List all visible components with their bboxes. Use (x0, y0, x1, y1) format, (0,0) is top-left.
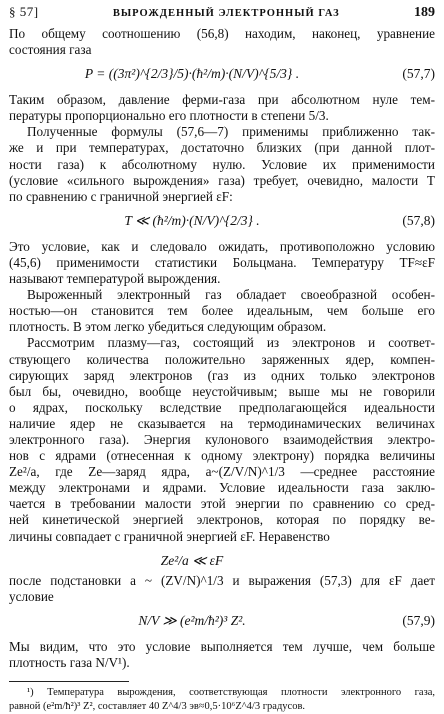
section-label: § 57] (9, 4, 39, 19)
equation (9, 205, 435, 239)
equation-formula: T ≪ (ħ²/m)·(N/V)^{2/3} . (124, 212, 260, 228)
running-title: ВЫРОЖДЕННЫЙ ЭЛЕКТРОННЫЙ ГАЗ (112, 8, 340, 19)
text-line: Таким образом, давление ферми-газа при абсолютном нуле тем- (9, 92, 435, 108)
equation-number: (57,8) (402, 212, 435, 228)
text-line: ностью—он становится тем более идеальным, чем больше его (9, 303, 435, 319)
text-line: наличие ядер не сказывается на термодинамических величинах (9, 415, 435, 431)
text-line: личины совпадает с граничной энергией εF. Неравенство (9, 528, 330, 544)
text-line: между электронами и ядрами. Условие идеальности газа заклю- (9, 480, 435, 496)
equation-number: (57,9) (402, 612, 435, 628)
equation (9, 605, 435, 639)
text-line: называют температурой вырождения. (9, 271, 221, 287)
equation-number: (57,7) (402, 66, 435, 82)
text-line: ности газа) к абсолютному нулю. Условие их применимости (9, 156, 435, 172)
footnote-line: ¹) Температура вырождения, соответствующая плотности электронного газа, (27, 687, 435, 698)
text-line: условие (9, 588, 54, 604)
equation (9, 58, 435, 92)
footnotes (9, 686, 435, 714)
text-line: электронного газа). Энергия кулонового взаимодействия электро- (9, 431, 435, 447)
text-line: плотность. В этом легко убедиться следующим образом. (9, 319, 327, 335)
text-line: после подстановки a ~ (ZV/N)^1/3 и выражения (57,3) для εF дает (9, 572, 435, 588)
page-number: 189 (413, 5, 435, 20)
text-line: По общему соотношению (56,8) находим, наконец, уравнение (9, 26, 435, 41)
text-line: был бы, очевидно, вообще неустойчивым; выше мы не говорили (9, 383, 435, 399)
text-line: о ядрах, поскольку вследствие предполагающейся идеальности (9, 399, 435, 415)
page (9, 4, 435, 714)
text-line: по сравнению с граничной энергией εF: (9, 188, 233, 204)
equation-formula: P = ((3π²)^{2/3}/5)·(ħ²/m)·(N/V)^{5/3} . (84, 66, 300, 82)
text-line: плотность газа N/V¹). (9, 654, 130, 670)
text-line: состояния газа (9, 42, 92, 58)
text-line: (условие «сильного вырождения» газа) требует, очевидно, малости T (9, 172, 435, 188)
text-line: пературы пропорционально его плотности в степени 5/3. (9, 108, 329, 124)
footnote-line: равной (e²m/ħ²)³ Z², составляет 40 Z^4/3 эв≈0,5·10⁶Z^4/3 градусов. (9, 701, 306, 712)
text-line: Мы видим, что это условие выполняется тем лучше, чем больше (9, 638, 435, 654)
page-header (9, 4, 435, 26)
footnote-rule (9, 681, 129, 682)
body-text (9, 26, 435, 671)
text-line: сирующих заряд электронов (газ из одних только электронов (9, 367, 435, 383)
text-line: (45,6) применимости статистики Больцмана. Температуру TF≈εF (9, 254, 435, 270)
equation (9, 545, 435, 573)
equation-formula: N/V ≫ (e²m/ħ²)³ Z². (138, 612, 246, 628)
text-line: Это условие, как и следовало ожидать, противоположно условию (9, 238, 435, 254)
text-line: нов с ядрами (отнесенная к одному электрону) порядка величины (9, 448, 435, 464)
text-line: ней кинетической энергией электронов, которая по порядку ве- (9, 512, 435, 528)
text-line: чается в требовании малости этой энергии по сравнению со сред- (9, 496, 435, 512)
text-line: же и при температурах, достаточно близких (при данной плот- (9, 140, 435, 156)
equation-formula: Ze²/a ≪ εF (160, 552, 224, 568)
text-line: ствующего количества положительно заряженных ядер, компен- (9, 351, 435, 367)
text-line: Полученные формулы (57,6—7) применимы приближенно так- (27, 124, 435, 140)
text-line: Рассмотрим плазму—газ, состоящий из электронов и соответ- (27, 335, 435, 351)
text-line: Ze²/a, где Ze—заряд ядра, a~(Z/V/N)^1/3 —среднее расстояние (9, 464, 435, 480)
text-line: Выроженный электронный газ обладает своеобразной особен- (27, 287, 435, 303)
